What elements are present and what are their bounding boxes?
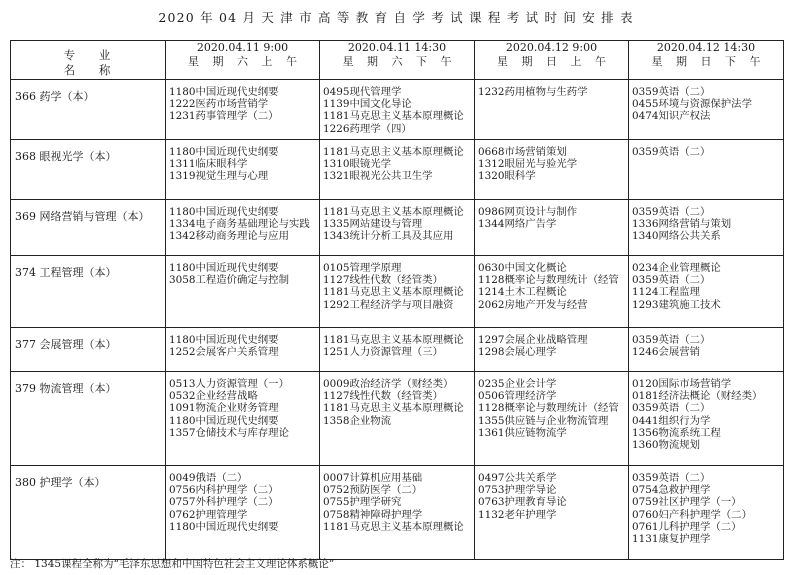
course-entry: 1180中国近现代史纲要 [169,146,279,158]
course-entry: 2062房地产开发与经营 [478,298,588,311]
course-entry: 1293建筑施工技术 [632,298,721,311]
course-entry: 0235企业会计学 [478,378,557,390]
course-entry: 0105管理学原理 [323,262,402,274]
header-session: 星 期 日 上 午 [497,55,611,68]
table-row [11,80,784,140]
course-entry: 1232药用植物与生药学 [478,86,588,98]
header-date: 2020.04.12 14:30 [656,41,756,54]
course-entry: 1252会展客户关系管理 [169,346,279,359]
header-session: 星 期 六 下 午 [342,55,457,68]
course-entry: 0506管理经济学 [478,390,557,403]
session-cell [629,466,784,560]
course-entry: 1127线性代数（经管类） [323,390,443,403]
course-entry: 1358企业物流 [323,414,392,427]
course-entry: 0757外科护理学（二） [169,496,279,509]
course-entry: 0455环境与资源保护法学 [632,98,752,111]
session-cell [320,328,475,372]
course-entry: 0359英语（二） [632,206,711,218]
header-session: 星 期 日 下 午 [651,55,766,68]
course-entry: 1357仓储技术与库存理论 [169,426,289,439]
course-entry: 1124工程监理 [632,286,701,299]
course-entry: 1319视觉生理与心理 [169,170,269,183]
course-entry: 1180中国近现代史纲要 [169,334,279,346]
course-entry: 1251人力资源管理（三） [323,346,443,359]
header-major-line2: 名 称 [63,63,121,77]
course-entry: 1128概率论与数理统计（经管 [478,402,619,415]
course-entry: 1222医药市场营销学 [169,98,269,111]
session-cell [475,328,629,372]
course-entry: 1181马克思主义基本原理概论 [323,146,464,158]
course-entry: 1181马克思主义基本原理概论 [323,286,464,299]
course-entry: 1311临床眼科学 [169,158,248,171]
course-entry: 0359英语（二） [632,402,711,415]
course-entry: 0497公共关系学 [478,472,557,484]
course-entry: 1335网站建设与管理 [323,218,423,231]
session-cell [475,256,629,328]
course-entry: 1214土木工程概论 [478,286,567,299]
course-entry: 1181马克思主义基本原理概论 [323,520,464,533]
session-cell [166,466,320,560]
course-entry: 3058工程造价确定与控制 [169,274,289,287]
course-entry: 1310眼镜光学 [323,158,392,171]
table-row [11,200,784,256]
course-entry: 0007计算机应用基础 [323,472,423,484]
session-cell [166,140,320,200]
course-entry: 0756内科护理学（二） [169,484,279,497]
course-entry: 0630中国文化概论 [478,262,567,274]
course-entry: 1320眼科学 [478,170,536,183]
major-name: 368 眼视光学（本） [11,140,166,200]
table-row [11,372,784,466]
course-entry: 1091物流企业财务管理 [169,402,279,415]
session-cell [320,372,475,466]
header-date: 2020.04.12 9:00 [505,41,598,54]
header-day [629,41,784,80]
session-cell [629,80,784,140]
course-entry: 1344网络广告学 [478,218,557,231]
course-entry: 1132老年护理学 [478,508,557,521]
session-cell [475,200,629,256]
course-entry: 0181经济法概论（财经类） [632,390,763,403]
major-name: 380 护理学（本） [11,466,166,560]
header-day [475,41,629,80]
course-entry: 0758精神障碍护理学 [323,508,423,521]
course-entry: 1297会展企业战略管理 [478,334,588,346]
session-cell [475,140,629,200]
course-entry: 1355供应链与企业物流管理 [478,414,609,427]
table-row [11,256,784,328]
footnote: 注： 1345课程全称为“毛泽东思想和中国特色社会主义理论体系概论” [10,558,335,570]
table-row [11,328,784,372]
course-entry: 1292工程经济学与项目融资 [323,298,454,311]
course-entry: 0441组织行为学 [632,414,711,427]
header-day [320,41,475,80]
course-entry: 0668市场营销策划 [478,146,567,158]
session-cell [475,372,629,466]
course-entry: 1231药事管理学（二） [169,110,279,123]
course-entry: 0049俄语（二） [169,472,248,484]
header-session: 星 期 六 上 午 [188,55,302,68]
course-entry: 0359英语（二） [632,86,711,98]
header-date: 2020.04.11 9:00 [196,41,289,54]
table-row [11,466,784,560]
session-cell [166,256,320,328]
course-entry: 1226药理学（四） [323,122,412,135]
major-name: 379 物流管理（本） [11,372,166,466]
course-entry: 0760妇产科护理学（二） [632,508,752,521]
course-entry: 1312眼屈光与验光学 [478,158,578,171]
course-entry: 0759社区护理学（一） [632,496,742,509]
course-entry: 1356物流系统工程 [632,426,721,439]
course-entry: 1127线性代数（经管类） [323,274,443,287]
course-entry: 0754急救护理学 [632,484,711,497]
header-major [11,41,166,80]
session-cell [629,256,784,328]
course-entry: 1321眼视光公共卫生学 [323,170,433,183]
course-entry: 0359英语（二） [632,472,711,484]
major-name: 366 药学（本） [11,80,166,140]
session-cell [166,328,320,372]
course-entry: 1298会展心理学 [478,346,557,359]
major-name: 377 会展管理（本） [11,328,166,372]
session-cell [629,328,784,372]
course-entry: 0495现代管理学 [323,86,402,98]
course-entry: 1181马克思主义基本原理概论 [323,206,464,218]
course-entry: 1336网络营销与策划 [632,218,732,231]
course-entry: 1180中国近现代史纲要 [169,520,279,533]
course-entry: 1139中国文化导论 [323,98,412,111]
header-day [166,41,320,80]
course-entry: 1180中国近现代史纲要 [169,414,279,427]
course-entry: 1128概率论与数理统计（经管 [478,274,619,287]
course-entry: 0752预防医学（二） [323,484,423,497]
course-entry: 1343统计分析工具及其应用 [323,230,454,243]
course-entry: 0474知识产权法 [632,110,711,123]
course-entry: 1181马克思主义基本原理概论 [323,110,464,123]
page-title: 2020 年 04 月 天 津 市 高 等 教 育 自 学 考 试 课 程 考 试 时 间 安 排 表 [158,10,634,25]
exam-schedule-table [10,40,784,560]
course-entry: 1360物流规划 [632,439,701,452]
session-cell [320,140,475,200]
course-entry: 1334电子商务基础理论与实践 [169,218,310,231]
course-entry: 1181马克思主义基本原理概论 [323,402,464,415]
course-entry: 1342移动商务理论与应用 [169,230,289,243]
session-cell [629,140,784,200]
course-entry: 0761儿科护理学（二） [632,520,742,533]
course-entry: 1246会展营销 [632,346,701,359]
course-entry: 0762护理管理学 [169,508,248,521]
session-cell [320,80,475,140]
header-date: 2020.04.11 14:30 [347,41,447,54]
session-cell [320,200,475,256]
course-entry: 0359英语（二） [632,146,711,158]
session-cell [320,466,475,560]
course-entry: 1181马克思主义基本原理概论 [323,334,464,346]
session-cell [320,256,475,328]
course-entry: 0763护理教育导论 [478,496,567,509]
course-entry: 1180中国近现代史纲要 [169,86,279,98]
session-cell [629,372,784,466]
course-entry: 1131康复护理学 [632,533,711,546]
session-cell [629,200,784,256]
course-entry: 0755护理学研究 [323,496,402,509]
course-entry: 1180中国近现代史纲要 [169,262,279,274]
major-name: 369 网络营销与管理（本） [11,200,166,256]
course-entry: 1361供应链物流学 [478,426,567,439]
course-entry: 0986网页设计与制作 [478,206,578,218]
session-cell [166,372,320,466]
course-entry: 1340网络公共关系 [632,230,721,243]
session-cell [475,466,629,560]
session-cell [475,80,629,140]
course-entry: 0009政治经济学（财经类） [323,378,454,390]
course-entry: 0753护理学导论 [478,484,557,497]
course-entry: 0359英语（二） [632,334,711,346]
major-name: 374 工程管理（本） [11,256,166,328]
session-cell [166,80,320,140]
course-entry: 0359英语（二） [632,274,711,287]
course-entry: 0532企业经营战略 [169,390,258,403]
course-entry: 0234企业管理概论 [632,262,721,274]
header-major-line1: 专 业 [63,48,121,62]
table-row [11,140,784,200]
header-row [11,41,784,80]
course-entry: 1180中国近现代史纲要 [169,206,279,218]
course-entry: 0120国际市场营销学 [632,378,732,390]
session-cell [166,200,320,256]
course-entry: 0513人力资源管理（一） [169,378,289,390]
